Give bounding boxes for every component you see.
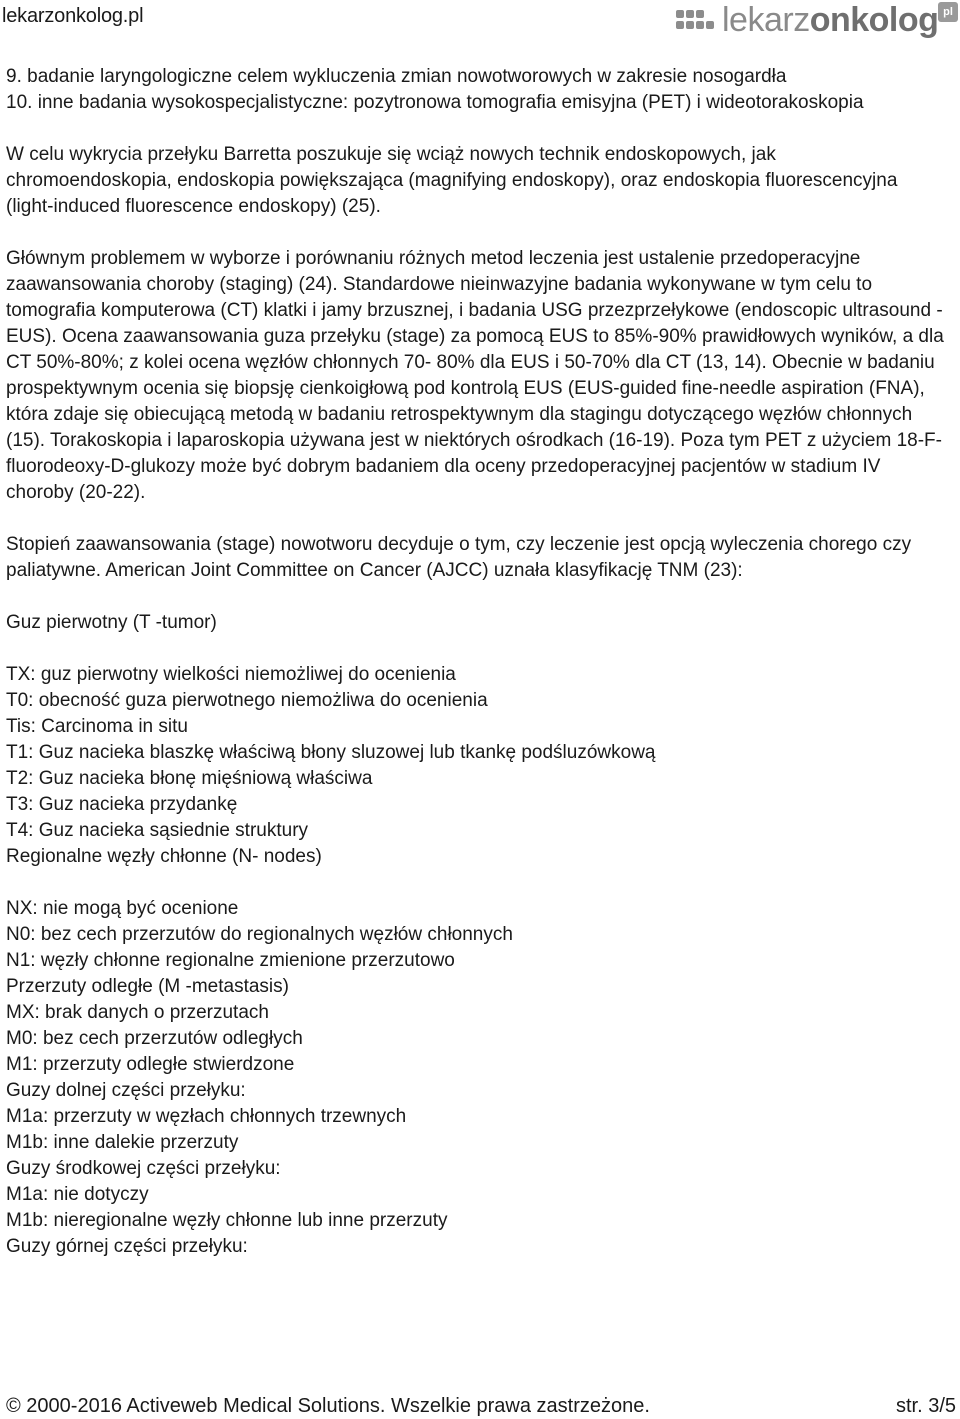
footer-page-number: str. 3/5 [895, 1395, 956, 1417]
list-item: T2: Guz nacieka błonę mięśniową właściwa [6, 768, 373, 789]
nm-classification-list [6, 896, 946, 1260]
logo-text-light: lekarz [722, 1, 810, 39]
list-item: TX: guz pierwotny wielkości niemożliwej do ocenienia [6, 664, 456, 685]
footer-copyright: © 2000-2016 Activeweb Medical Solutions. Wszelkie prawa zastrzeżone. [6, 1395, 650, 1417]
logo-wordmark [722, 0, 938, 40]
list-item: T1: Guz nacieka blaszkę właściwą błony sluzowej lub tkankę podśluzówkową [6, 742, 656, 763]
list-item: 9. badanie laryngologiczne celem wykluczenia zmian nowotworowych w zakresie nosogardła [6, 66, 787, 87]
list-item: N0: bez cech przerzutów do regionalnych węzłów chłonnych [6, 924, 513, 945]
list-item: MX: brak danych o przerzutach [6, 1002, 269, 1023]
logo-mark-icon [676, 8, 718, 32]
list-item: T4: Guz nacieka sąsiednie struktury [6, 820, 309, 841]
list-item: M1b: nieregionalne węzły chłonne lub inne przerzuty [6, 1210, 448, 1231]
list-item: M1a: nie dotyczy [6, 1184, 149, 1205]
section-heading-t: Guz pierwotny (T -tumor) [6, 612, 217, 633]
list-item: T0: obecność guza pierwotnego niemożliwa do ocenienia [6, 690, 488, 711]
article-content [6, 64, 946, 1260]
list-item: Guzy środkowej części przełyku: [6, 1158, 281, 1179]
list-item: Guzy górnej części przełyku: [6, 1236, 248, 1257]
list-item: Przerzuty odległe (M -metastasis) [6, 976, 289, 997]
logo-text-bold: onkolog [809, 1, 939, 39]
list-item: M1a: przerzuty w węzłach chłonnych trzewnych [6, 1106, 407, 1127]
list-item: Regionalne węzły chłonne (N- nodes) [6, 846, 322, 867]
list-item: 10. inne badania wysokospecjalistyczne: pozytronowa tomografia emisyjna (PET) i wideotorakoskopia [6, 92, 864, 113]
list-item: M1: przerzuty odległe stwierdzone [6, 1054, 295, 1075]
list-item: N1: węzły chłonne regionalne zmienione przerzutowo [6, 950, 455, 971]
site-logo [676, 0, 958, 40]
site-url: lekarzonkolog.pl [2, 5, 144, 27]
list-item: T3: Guz nacieka przydankę [6, 794, 238, 815]
list-item: Tis: Carcinoma in situ [6, 716, 188, 737]
list-item: M1b: inne dalekie przerzuty [6, 1132, 239, 1153]
paragraph-staging: Głównym problemem w wyborze i porównaniu różnych metod leczenia jest ustalenie przedoperacyjne zaawansowania choroby (staging) (24). Standardowe nieinwazyjne badania wykonywane w tym celu to tomografia komputerowa (CT) klatki i jamy brzusznej, i badania USG przezprzełykowe (endoscopic ultrasound -EUS). Ocena zaawansowania guza przełyku (stage) za pomocą EUS to 85%-90% prawidłowych wyników, a dla CT 50%-80%; z kolei ocena węzłów chłonnych 70- 80% dla EUS i 50-70% dla CT (13, 14). Obecnie w badaniu prospektywnym ocenia się biopsję cienkoigłową pod kontrolą EUS (EUS-guided fine-needle aspiration (FNA), która zdaje się obiecującą metodą w badaniu retrospektywnym dla stagingu dotyczącego węzłów chłonnych (15). Torakoskopia i laparoskopia używana jest w niektórych ośrodkach (16-19). Poza tym PET z użyciem 18-F-fluorodeoxy-D-glukozy może być dobrym badaniem dla oceny przedoperacyjnej pacjentów w stadium IV choroby (20-22). [6, 248, 944, 503]
paragraph-barrett: W celu wykrycia przełyku Barretta poszukuje się wciąż nowych technik endoskopowych, jak chromoendoskopia, endoskopia powiększająca (magnifying endoskopy), oraz endoskopia fluorescencyjna (light-induced fluorescence endoskopy) (25). [6, 144, 898, 217]
logo-badge: pl [938, 2, 958, 22]
paragraph-tnm: Stopień zaawansowania (stage) nowotworu decyduje o tym, czy leczenie jest opcją wyleczenia chorego czy paliatywne. American Joint Committee on Cancer (AJCC) uznała klasyfikację TNM (23): [6, 534, 912, 581]
list-item: NX: nie mogą być ocenione [6, 898, 239, 919]
t-classification-list [6, 662, 946, 870]
list-item: M0: bez cech przerzutów odległych [6, 1028, 303, 1049]
list-item: Guzy dolnej części przełyku: [6, 1080, 246, 1101]
